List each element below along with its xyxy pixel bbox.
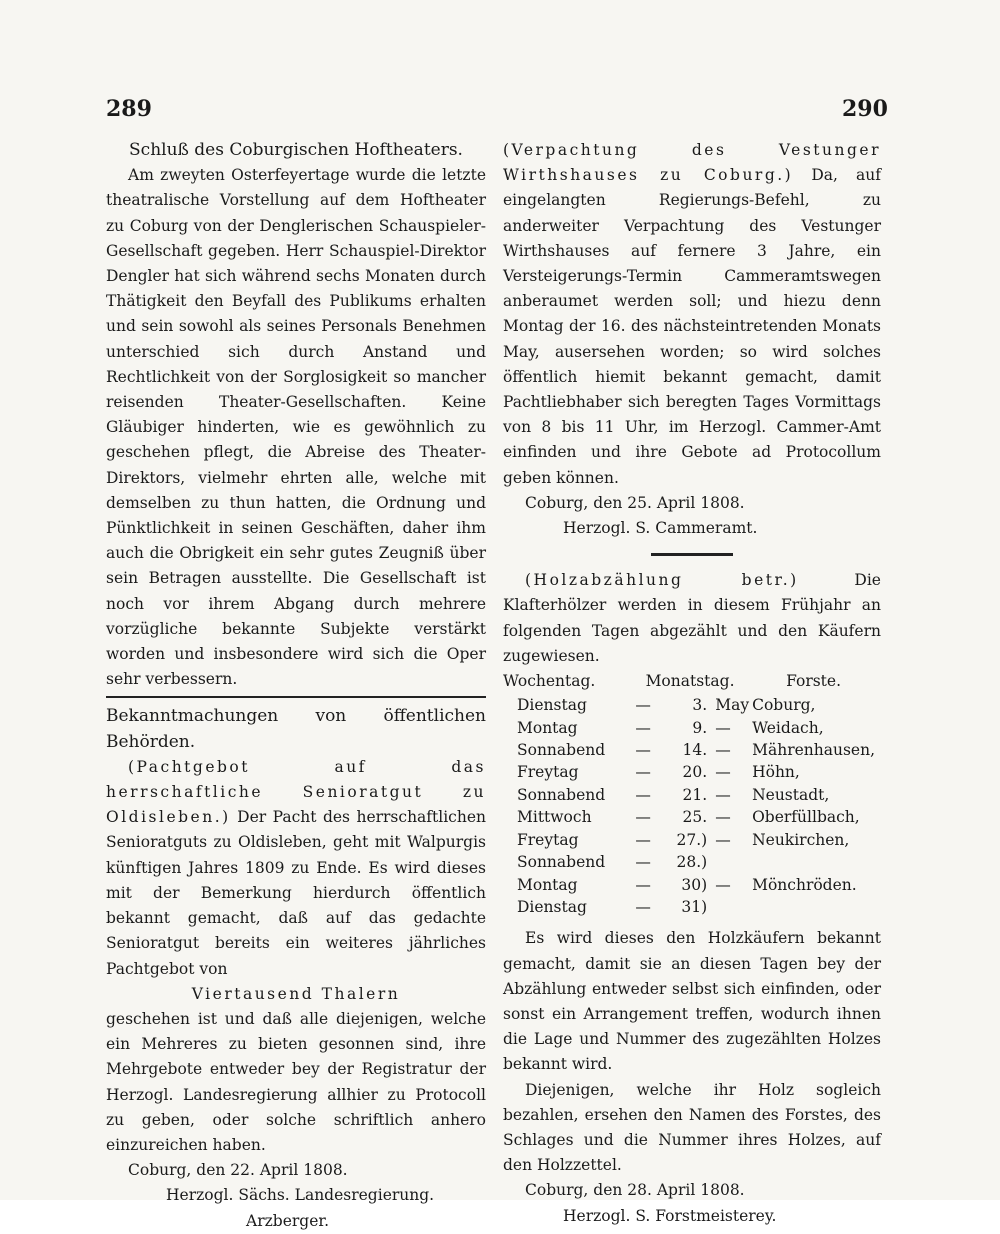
wood-count-title: (Holzabzählung betr.) [525,571,799,590]
schedule-date: 3. [692,696,708,715]
vestung-lease-title: (Verpachtung des Vestunger Wirthshauses zu Coburg.) [503,141,881,185]
schedule-date: 28.) [676,853,708,872]
schedule-forest: Neustadt, [752,785,830,804]
signature-name-left: Arzberger. [246,1211,330,1230]
schedule-dash: — [635,897,651,916]
schedule-forest: Coburg, [752,696,816,715]
signature-date-left: Coburg, den 22. April 1808. [128,1161,348,1180]
page-number-left: 289 [106,96,152,122]
schedule-dash: — [635,875,651,894]
schedule-forest: Höhn, [752,763,800,782]
schedule-date: 14. [682,741,708,760]
signature-date-right-1: Coburg, den 25. April 1808. [525,493,745,512]
header-monthday: Monatstag. [645,672,735,691]
schedule-row [503,806,875,828]
schedule-body [503,694,875,918]
wood-schedule-table [503,669,875,918]
schedule-dash: — [635,808,651,827]
schedule-dash: — [635,785,651,804]
paragraph-lease-oldisleben [106,755,486,982]
schedule-date: 31) [681,897,708,916]
paragraph-wood-count [503,568,881,669]
schedule-forest [752,896,875,918]
signature-office-left: Herzogl. Sächs. Landesregierung. [166,1186,435,1205]
schedule-forest: Mährenhausen, [752,741,875,760]
schedule-weekday: Sonnabend [517,853,606,872]
schedule-weekday: Montag [517,875,578,894]
schedule-weekday: Dienstag [517,897,587,916]
lease-oldisleben-title: (Pachtgebot auf das herrschaftliche Senioratgut zu Oldisleben.) [106,757,486,827]
schedule-row [503,717,875,739]
schedule-month: — [715,763,731,782]
schedule-weekday: Freytag [517,830,579,849]
schedule-forest: Mönchröden. [752,875,857,894]
schedule-month: — [715,808,731,827]
schedule-month [715,851,752,873]
schedule-date: 25. [682,808,708,827]
right-column [503,138,881,1229]
signature-office-right-1: Herzogl. S. Cammeramt. [563,519,758,538]
schedule-row [503,761,875,783]
lease-oldisleben-text: Der Pacht des herrschaftlichen Senioratguts zu Oldisleben, geht mit Walpurgis künftigen Jahres 1809 zu Ende. Es wird dieses mit der Bemerkung hierdurch öffentlich bekannt gemacht, daß auf das gedachte Senioratgut bereits ein weiteres jährliches Pachtgebot von [106,808,486,978]
schedule-date: 27.) [676,830,708,849]
schedule-forest: Oberfüllbach, [752,808,860,827]
schedule-month: — [715,718,731,737]
schedule-weekday: Sonnabend [517,785,606,804]
schedule-row [503,739,875,761]
schedule-header-row [503,669,875,694]
schedule-row [503,784,875,806]
schedule-weekday: Dienstag [517,696,587,715]
vestung-lease-text: Da, auf eingelangten Regierungs-Befehl, zu anderweiter Verpachtung des Vestunger Wirthshauses auf fernere 3 Jahre, ein Versteigerungs-Termin Cammeramtswegen anberaumet werden soll; und hiezu denn Montag der 16. des nächsteintretenden Monats May, ausersehen worden; so wird solches öffentlich hiemit bekannt gemacht, damit Pachtliebhaber sich beregten Tages Vormittags von 8 bis 11 Uhr, im Herzogl. Cammer-Amt einfinden und ihre Gebote ad Protocollum geben können. [503,166,881,487]
short-divider [651,553,733,556]
schedule-row [503,694,875,716]
paragraph-wood-payment: Diejenigen, welche ihr Holz sogleich bezahlen, ersehen den Namen des Forstes, des Schlages und die Nummer ihres Holzes, auf den Holzzettel. [503,1080,881,1175]
paragraph-lease-conditions: geschehen ist und daß alle diejenigen, welche ein Mehreres zu bieten gesonnen sind, ihre Mehrgebote entweder bey der Registratur der Herzogl. Landesregierung allhier zu Protocoll zu geben, oder solche schriftlich anhero einzureichen haben. [106,1009,486,1154]
schedule-forest: Weidach, [752,718,824,737]
schedule-month: — [715,830,731,849]
schedule-weekday: Mittwoch [517,808,592,827]
schedule-dash: — [635,741,651,760]
schedule-row [503,851,875,873]
schedule-month: — [715,785,731,804]
schedule-row [503,829,875,851]
heading-announcements: Bekanntmachungen von öffentlichen Behörden. [106,706,486,752]
schedule-dash: — [635,763,651,782]
schedule-month: May [715,696,750,715]
signature-office-right-2: Herzogl. S. Forstmeisterey. [563,1206,777,1225]
signature-date-right-2: Coburg, den 28. April 1808. [525,1181,745,1200]
schedule-weekday: Sonnabend [517,741,606,760]
schedule-date: 21. [682,785,708,804]
paragraph-theater: Am zweyten Osterfeyertage wurde die letzte theatralische Vorstellung auf dem Hoftheater zu Coburg von der Denglerischen Schauspieler-Gesellschaft gegeben. Herr Schauspiel-Direktor Dengler hat sich während sechs Monaten durch Thätigkeit den Beyfall des Publikums erhalten und sein sowohl als seines Personals Benehmen unterschied sich durch Anstand und Rechtlichkeit von der Sorglosigkeit so mancher reisenden Theater-Gesellschaften. Keine Gläubiger hinderten, wie es gewöhnlich zu geschehen pflegt, die Abreise des Theater-Direktors, vielmehr ehrten alle, welche mit demselben zu thun hatten, die Ordnung und Pünktlichkeit in seinen Geschäften, daher ihm auch die Obrigkeit ein sehr gutes Zeugniß über sein Betragen ausstellte. Die Gesellschaft ist noch vor ihrem Abgang durch mehrere vorzügliche bekannte Subjekte verstärkt worden und insbesondere wird sich die Oper sehr verbessern. [106,166,486,689]
schedule-dash: — [635,696,651,715]
schedule-dash: — [635,718,651,737]
schedule-date: 20. [682,763,708,782]
wood-count-text: Die Klafterhölzer werden in diesem Frühjahr an folgenden Tagen abgezählt und den Käufern zugewiesen. [503,571,881,665]
schedule-row [503,874,875,896]
schedule-weekday: Montag [517,718,578,737]
left-column [106,138,486,1234]
header-forest: Forste. [786,672,842,691]
schedule-dash: — [635,830,651,849]
page-number-right: 290 [842,96,888,122]
schedule-row [503,896,875,918]
schedule-weekday: Freytag [517,763,579,782]
heading-theater: Schluß des Coburgischen Hoftheaters. [129,140,463,160]
paragraph-wood-buyers: Es wird dieses den Holzkäufern bekannt gemacht, damit sie an diesen Tagen bey der Abzählung entweder selbst sich einfinden, oder sonst ein Arrangement treffen, wodurch ihnen die Lage und Nummer des zugezählten Holzes bekannt wird. [503,929,881,1074]
schedule-month [715,896,752,918]
schedule-date: 30) [681,875,708,894]
paragraph-vestung-lease [503,138,881,491]
section-divider [106,696,486,698]
lease-amount: Viertausend Thalern [191,984,401,1003]
header-weekday: Wochentag. [503,672,596,691]
schedule-dash: — [635,853,651,872]
schedule-forest [752,851,875,873]
schedule-date: 9. [692,718,708,737]
schedule-month: — [715,875,731,894]
schedule-forest: Neukirchen, [752,830,850,849]
schedule-month: — [715,741,731,760]
